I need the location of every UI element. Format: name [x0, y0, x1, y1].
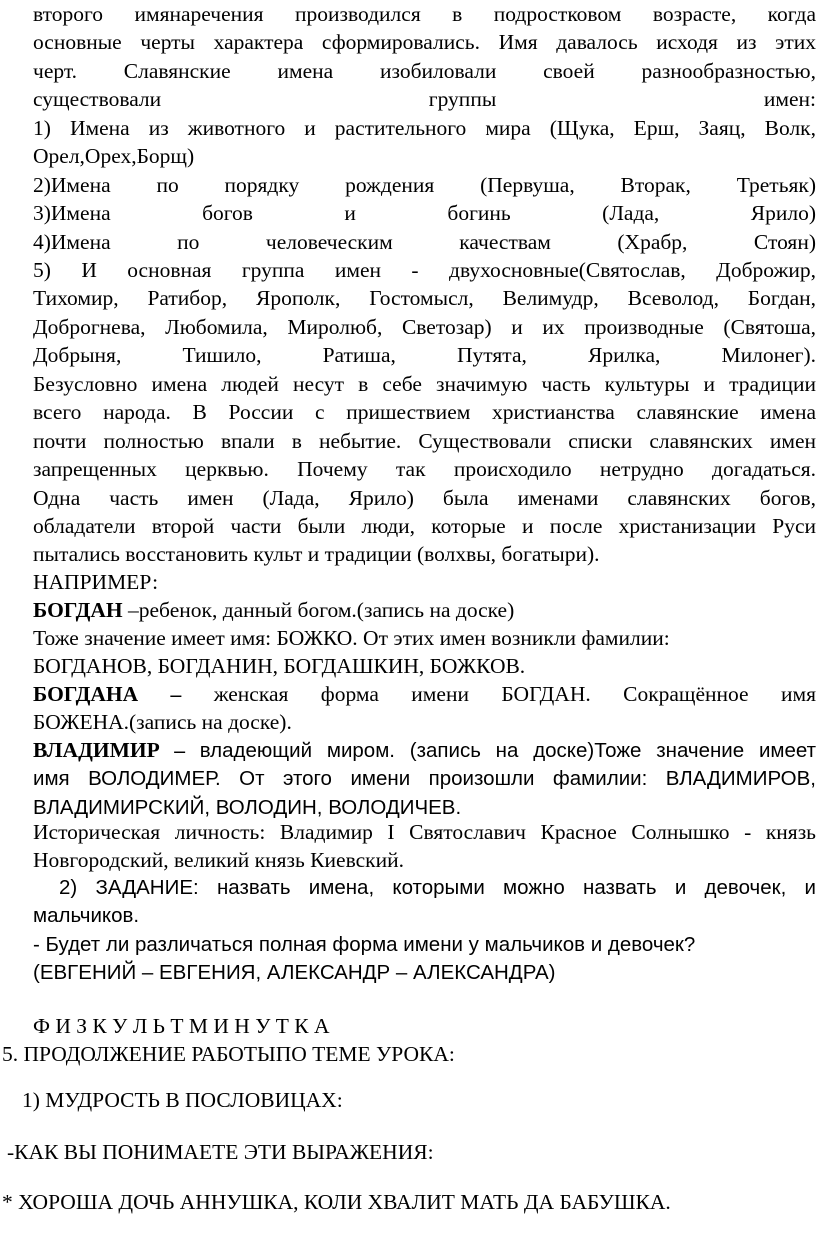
group-item-5: 5) И основная группа имен - двухосновные(Святослав, Доброжир, [33, 258, 816, 283]
text-line: всего народа. В России с пришествием христианства славянские имена [33, 400, 816, 425]
bogdana-line1 [33, 680, 816, 708]
historic-line1: Историческая личность: Владимир I Святославич Красное Солнышко - князь [33, 820, 816, 844]
bogdana-name: БОГДАНА – [33, 682, 182, 706]
group-item-2: 2)Имена по порядку рождения (Первуша, Вторак, Третьяк) [33, 172, 816, 197]
text-line: Безусловно имена людей несут в себе значимую часть культуры и традиции [33, 372, 816, 396]
task-line1: 2) ЗАДАНИЕ: назвать имена, которыми можно назвать и девочек, и [59, 876, 816, 899]
task-line4: (ЕВГЕНИЙ – ЕВГЕНИЯ, АЛЕКСАНДР – АЛЕКСАНДРА) [33, 961, 556, 985]
text-line: Одна часть имен (Лада, Ярило) была именами славянских богов, [33, 485, 816, 510]
group-item-3: 3)Имена богов и богинь (Лада, Ярило) [33, 201, 816, 226]
group-item-1-cont: Орел,Орех,Борщ) [33, 144, 195, 169]
text-line: пытались восстановить культ и традиции (волхвы, богатыри). [33, 542, 600, 567]
section-5-heading: 5. ПРОДОЛЖЕНИЕ РАБОТЫПО ТЕМЕ УРОКА: [2, 1042, 455, 1066]
bogdana-line2: БОЖЕНА.(запись на доске). [33, 710, 292, 735]
name-groups-list [33, 114, 816, 370]
text-line: почти полностью впали в небытие. Существовали списки славянских имен [33, 428, 816, 453]
text-line: существовали группы имен: [33, 87, 816, 112]
group-item-1: 1) Имена из животного и растительного мира (Щука, Ерш, Заяц, Волк, [33, 116, 816, 140]
proverb-line: * ХОРОША ДОЧЬ АННУШКА, КОЛИ ХВАЛИТ МАТЬ ДА БАБУШКА. [2, 1190, 671, 1214]
bogdan-name: БОГДАН [33, 598, 123, 622]
bogdan-line2: Тоже значение имеет имя: БОЖКО. От этих имен возникли фамилии: [33, 626, 670, 650]
history-paragraph [33, 370, 816, 569]
vladimir-line1 [33, 736, 816, 765]
vladimir-entry [33, 736, 816, 822]
text-line: основные черты характера сформировались. Имя давалось исходя из этих [33, 30, 816, 55]
group-item-5-cont: Тихомир, Ратибор, Ярополк, Гостомысл, Велимудр, Всеволод, Богдан, [33, 286, 816, 311]
bogdan-desc: –ребенок, данный богом.(запись на доске) [122, 598, 515, 622]
text-line: запрещенных церквью. Почему так происходило нетрудно догадаться. [33, 457, 816, 482]
bogdan-entry [33, 596, 514, 624]
group-item-5-cont: Добрыня, Тишило, Ратиша, Путята, Ярилка, Милонег). [33, 343, 816, 368]
text-line: черт. Славянские имена изобиловали своей разнообразностью, [33, 58, 816, 83]
question-line: -КАК ВЫ ПОНИМАЕТЕ ЭТИ ВЫРАЖЕНИЯ: [7, 1140, 434, 1164]
task-line2: мальчиков. [33, 904, 140, 928]
vladimir-line3: ВЛАДИМИРСКИЙ, ВОЛОДИН, ВОЛОДИЧЕВ. [33, 795, 462, 819]
fizkultminutka-heading: Ф И З К У Л Ь Т М И Н У Т К А [33, 1014, 330, 1038]
historic-note [33, 818, 816, 875]
vladimir-desc: владеющий миром. (запись на доске)Тоже значение имеет [184, 739, 816, 762]
wisdom-heading: 1) МУДРОСТЬ В ПОСЛОВИЦАХ: [22, 1088, 343, 1112]
group-item-5-cont: Доброгнева, Любомила, Миролюб, Светозар) и их производные (Святоша, [33, 314, 816, 339]
intro-paragraph [33, 0, 816, 114]
text-line: обладатели второй части были люди, которые и после христанизации Руси [33, 514, 816, 539]
task-line3: - Будет ли различаться полная форма имени у мальчиков и девочек? [33, 932, 696, 956]
text-line: второго имянаречения производился в подростковом возрасте, когда [33, 2, 816, 26]
task-block [33, 874, 816, 988]
historic-line2: Новгородский, великий князь Киевский. [33, 848, 404, 873]
vladimir-line2: имя ВОЛОДИМЕР. От этого имени произошли фамилии: ВЛАДИМИРОВ, [33, 767, 816, 791]
bogdana-entry [33, 680, 816, 737]
example-label: НАПРИМЕР: [33, 570, 159, 594]
bogdana-desc: женская форма имени БОГДАН. Сокращённое имя [181, 682, 816, 706]
vladimir-name: ВЛАДИМИР – [33, 738, 185, 762]
bogdan-line3: БОГДАНОВ, БОГДАНИН, БОГДАШКИН, БОЖКОВ. [33, 654, 526, 678]
group-item-4: 4)Имена по человеческим качествам (Храбр, Стоян) [33, 229, 816, 254]
